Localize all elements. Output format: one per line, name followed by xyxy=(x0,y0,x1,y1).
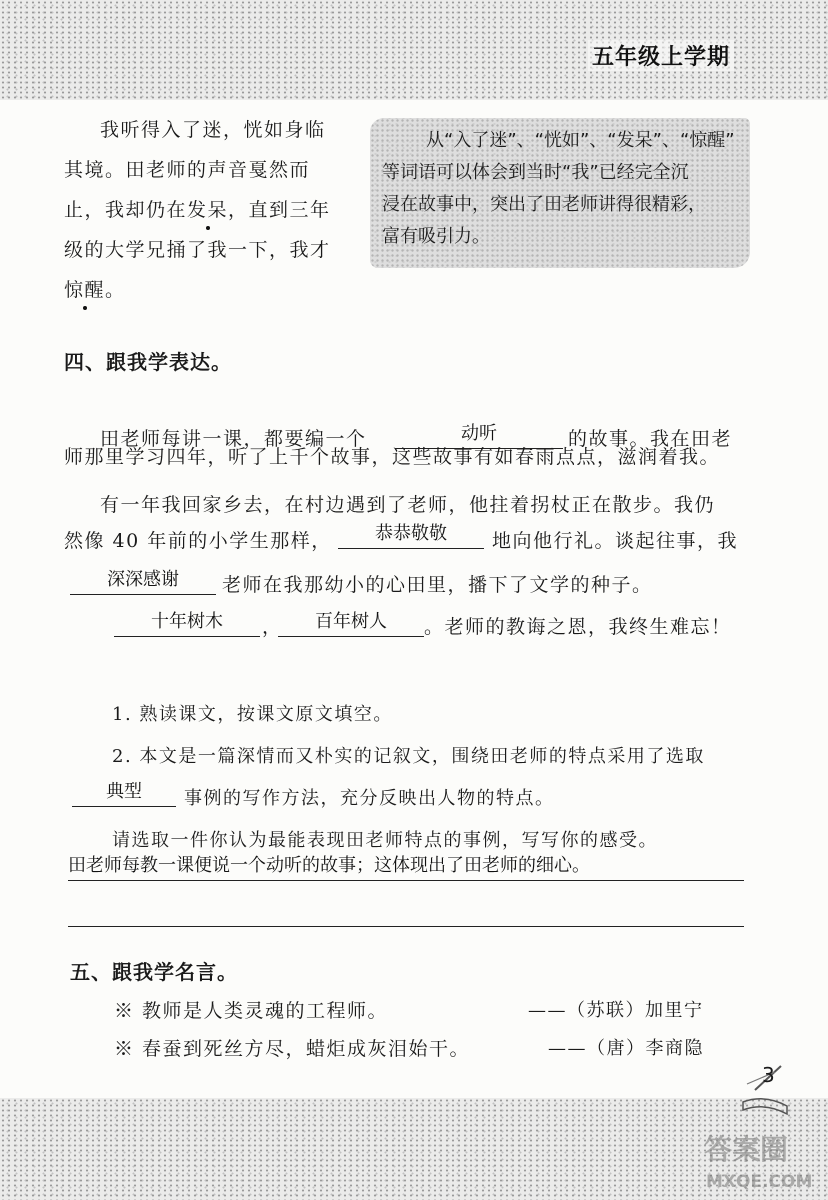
s4-p2-a: 有一年我回家乡去，在村边遇到了老师，他拄着拐杖正在散步。我仍 xyxy=(100,494,716,516)
quote-2-author: ——（唐）李商隐 xyxy=(548,1038,704,1059)
section-4-heading: 四、跟我学表达。 xyxy=(64,350,232,374)
exercise-q1: 1. 熟读课文，按课文原文填空。 xyxy=(112,704,393,725)
note-line-4: 富有吸引力。 xyxy=(382,226,490,247)
passage-line-5: 惊醒。 xyxy=(64,279,126,301)
passage-line-3: 止，我却仍在发呆，直到三年 xyxy=(64,199,331,221)
quote-1-author: ——（苏联）加里宁 xyxy=(528,1000,704,1021)
note-line-2: 等词语可以体会到当时“我”已经完全沉 xyxy=(382,162,689,183)
s4-p2-b: 然像 40 年前的小学生那样， xyxy=(64,530,332,552)
s4-p1-b: 的故事。我在田老 xyxy=(568,428,733,450)
emph-fadai: 发呆 xyxy=(187,199,229,221)
s4-p1-c: 师那里学习四年，听了上千个故事，这些故事有如春雨点点，滋润着我。 xyxy=(64,446,721,468)
blank-q2[interactable]: 典型 xyxy=(72,778,176,807)
blank-2[interactable]: 恭恭敬敬 xyxy=(338,520,484,549)
blank-5[interactable]: 百年树人 xyxy=(278,608,424,637)
s4-p2-d: 老师在我那幼小的心田里，播下了文学的种子。 xyxy=(222,574,653,596)
annotation-box xyxy=(370,118,750,268)
exercise-q2-b: 事例的写作方法，充分反映出人物的特点。 xyxy=(184,788,555,809)
watermark-logo xyxy=(700,1125,820,1195)
exercise-prompt: 请选取一件你认为最能表现田老师特点的事例，写写你的感受。 xyxy=(112,830,658,851)
svg-text:MXQE.COM: MXQE.COM xyxy=(706,1172,813,1192)
passage-line-1: 我听得入了迷，恍如身临 xyxy=(100,119,326,141)
exercise-q2-a: 2. 本文是一篇深情而又朴实的记叙文，围绕田老师的特点采用了选取 xyxy=(112,746,705,767)
blank-1[interactable]: 动听 xyxy=(395,420,563,449)
s4-p1-a: 田老师每讲一课，都要编一个 xyxy=(100,428,367,450)
page-number: 3 xyxy=(762,1063,775,1087)
s4-p3-tail: 。老师的教诲之恩，我终生难忘！ xyxy=(424,616,732,638)
s4-p2-c: 地向他行礼。谈起往事，我 xyxy=(492,530,739,552)
answer-line-1[interactable]: 田老师每教一课便说一个动听的故事；这体现出了田老师的细心。 xyxy=(68,852,744,881)
quote-2: ※ 春蚕到死丝方尽，蜡炬成灰泪始干。 xyxy=(114,1038,471,1060)
grade-label: 五年级上学期 xyxy=(588,40,734,71)
svg-text:答案圈: 答案圈 xyxy=(704,1133,789,1166)
emph-jingxing: 惊醒 xyxy=(64,279,106,301)
note-line-3: 浸在故事中，突出了田老师讲得很精彩， xyxy=(382,194,706,215)
section-5-heading: 五、跟我学名言。 xyxy=(70,960,238,984)
passage-line-4: 级的大学兄捅了我一下，我才 xyxy=(64,239,331,261)
s4-comma: ， xyxy=(262,616,283,638)
answer-line-2[interactable] xyxy=(68,898,744,927)
blank-4[interactable]: 十年树木 xyxy=(114,608,260,637)
passage-line-2: 其境。田老师的声音戛然而 xyxy=(64,159,311,181)
note-line-1: 从“入了迷”、“恍如”、“发呆”、“惊醒” xyxy=(426,130,735,151)
quote-1: ※ 教师是人类灵魂的工程师。 xyxy=(114,1000,389,1022)
blank-3[interactable]: 深深感谢 xyxy=(70,566,216,595)
